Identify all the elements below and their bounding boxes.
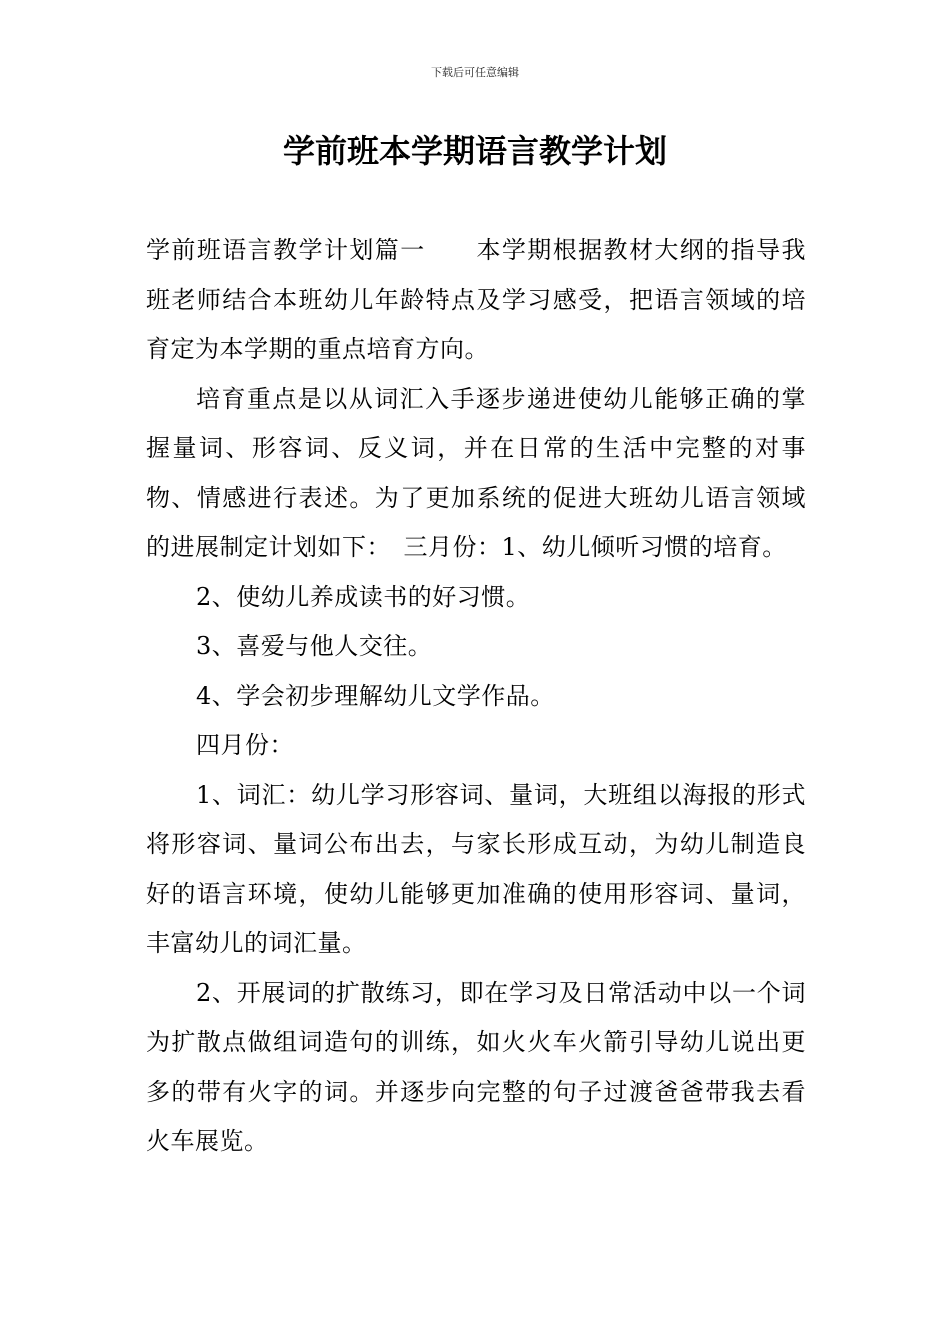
header-note: 下载后可任意编辑	[431, 66, 519, 79]
paragraph-item: 2、开展词的扩散练习，即在学习及日常活动中以一个词为扩散点做组词造句的训练，如火火车火箭引导幼儿说出更多的带有火字的词。并逐步向完整的句子过渡爸爸带我去看火车展览。	[146, 978, 806, 1155]
paragraph-item: 3、喜爱与他人交往。	[196, 632, 433, 660]
paragraph-focus: 培育重点是以从词汇入手逐步递进使幼儿能够正确的掌握量词、形容词、反义词，并在日常的生活中完整的对事物、情感进行表述。为了更加系统的促进大班幼儿语言领域的进展制定计划如下： 三月份：1、幼儿倾听习惯的培育。	[146, 384, 806, 561]
document-title: 学前班本学期语言教学计划	[282, 132, 667, 170]
paragraph-item: 4、学会初步理解幼儿文学作品。	[196, 681, 555, 710]
paragraph-intro: 学前班语言教学计划篇一 本学期根据教材大纲的指导我班老师结合本班幼儿年龄特点及学习感受，把语言领域的培育定为本学期的重点培育方向。	[146, 236, 806, 363]
paragraph-item: 1、词汇：幼儿学习形容词、量词，大班组以海报的形式将形容词、量词公布出去，与家长形成互动，为幼儿制造良好的语言环境，使幼儿能够更加准确的使用形容词、量词，丰富幼儿的词汇量。	[146, 780, 806, 957]
paragraph-item: 2、使幼儿养成读书的好习惯。	[196, 582, 531, 611]
document-body	[146, 226, 806, 1167]
paragraph-month-heading: 四月份：	[196, 731, 294, 759]
